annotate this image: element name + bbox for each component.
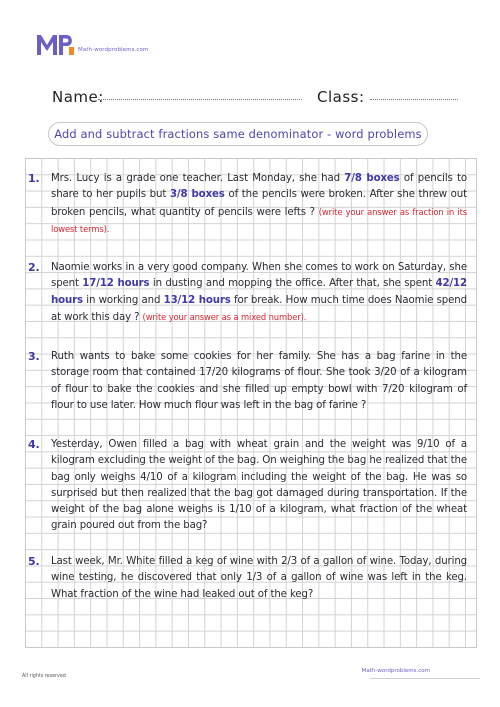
question-number: 4.: [28, 438, 40, 451]
question-text: [51, 262, 467, 323]
mp-logo-icon: [36, 32, 76, 56]
class-label: Class:: [317, 88, 365, 106]
bold-fraction: 42/12 hours: [51, 278, 467, 306]
name-label: Name:: [52, 88, 104, 106]
question-text: [51, 173, 467, 235]
answer-hint: (write your answer as a mixed number).: [142, 311, 307, 322]
bold-fraction: 13/12 hours: [163, 294, 231, 306]
question-text-part: Mrs. Lucy is a grade one teacher. Last Monday, she had: [51, 173, 345, 184]
question-text-part: Last week, Mr. White filled a keg of wine with 2/3 of a gallon of wine. Today, during wine testing, he discovered that only 1/3 of a gallon of wine was left in the keg. What fraction of the wine had leaked out of the keg?: [51, 556, 467, 600]
question-text-part: in working and: [83, 294, 164, 306]
bold-fraction: 3/8 boxes: [169, 189, 225, 201]
footer-site: Math-wordproblems.com: [361, 668, 430, 674]
question-text-part: of the pencils were broken. After she threw out broken pencils, what quantity of pencils were lefts ?: [51, 189, 468, 218]
question-4: [28, 437, 468, 535]
question-5: [28, 554, 467, 603]
name-field-line[interactable]: [98, 99, 302, 100]
question-text-part: Yesterday, Owen filled a bag with wheat grain and the weight was 9/10 of a kilogram excluding the weight of the bag. On weighing the bag he realized that the bag only weighs 4/10 of a kilogram including the weight of the bag. He was so surprised but then realized that the bag got damaged during transportation. If the weight of the bag alone weighs is 1/10 of a kilogram, what fraction of the wheat grain poured out from the bag?: [51, 439, 468, 532]
bold-fraction: 7/8 boxes: [344, 173, 400, 184]
question-text-part: Naomie works in a very good company. When she comes to work on Saturday, she spent: [51, 262, 467, 290]
question-text-part: in dusting and mopping the office. After that, she spent: [149, 278, 436, 290]
question-number: 3.: [28, 350, 40, 363]
question-text: [51, 439, 467, 531]
site-logo: [36, 32, 148, 56]
question-number: 5.: [28, 555, 40, 568]
question-3: [28, 349, 467, 414]
question-1: [28, 171, 468, 238]
question-text-part: of pencils to share to her pupils but: [51, 173, 468, 201]
footer-divider: [370, 678, 480, 679]
question-2: [28, 260, 467, 326]
class-field-line[interactable]: [370, 99, 458, 100]
bold-fraction: 17/12 hours: [82, 278, 150, 290]
logo-text: Math-wordproblems.com: [78, 47, 149, 53]
answer-hint: (write your answer as fraction in its lowest terms).: [51, 206, 467, 234]
question-text-part: for break. How much time does Naomie spend at work this day ?: [51, 294, 467, 323]
question-text: [51, 351, 467, 411]
question-number: 1.: [28, 172, 40, 185]
question-text-part: Ruth wants to bake some cookies for her family. She has a bag farine in the storage room that contained 17/20 kilograms of flour. She took 3/20 of a kilogram of flour to bake the cookies and she filled up empty bowl with 7/20 kilogram of flour to use later. How much flour was left in the bag of farine ?: [51, 351, 467, 411]
footer-rights: All rights reserved: [22, 674, 66, 679]
worksheet-title: Add and subtract fractions same denominator - word problems: [48, 122, 428, 146]
question-number: 2.: [28, 261, 40, 274]
question-text: [51, 556, 467, 600]
